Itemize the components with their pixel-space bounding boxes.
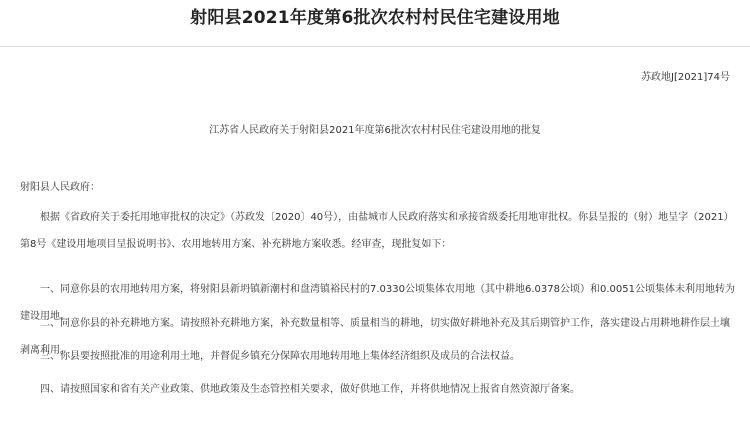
item-paragraph-1: 一、同意你县的农用地转用方案，将射阳县新坍镇新潮村和盘湾镇裕民村的7.0330公顷集体农用地（其中耕地6.0378公顷）和0.0051公顷集体未利用地转为建设用地。 xyxy=(20,284,735,322)
item-paragraph-4: 四、请按照国家和省有关产业政策、供地政策及生态管控相关要求，做好供地工作，并将供地情况上报省自然资源厅备案。 xyxy=(40,384,580,395)
title-divider xyxy=(0,46,750,47)
item-paragraph-3: 三、你县要按照批准的用途利用土地，并督促乡镇充分保障农用地转用地上集体经济组织及成员的合法权益。 xyxy=(40,351,520,362)
salutation: 射阳县人民政府： xyxy=(20,182,100,193)
intro-paragraph: 根据《省政府关于委托用地审批权的决定》（苏政发〔2020〕40号），由盐城市人民政府落实和承接省级委托用地审批权。你县呈报的（射）地呈字（2021）第8号《建设用地项目呈报说明书》、农用地转用方案、补充耕地方案收悉。经审查，现批复如下： xyxy=(20,212,734,250)
approval-heading: 江苏省人民政府关于射阳县2021年度第6批次农村村民住宅建设用地的批复 xyxy=(209,125,541,136)
item-paragraph-2: 二、同意你县的补充耕地方案。请按照补充耕地方案，补充数量相等、质量相当的耕地，切实做好耕地补充及其后期管护工作，落实建设占用耕地耕作层土壤剥离利用。 xyxy=(20,318,730,356)
page-title: 射阳县2021年度第6批次农村村民住宅建设用地 xyxy=(190,8,560,28)
document-number: 苏政地J[2021]74号 xyxy=(641,72,730,83)
